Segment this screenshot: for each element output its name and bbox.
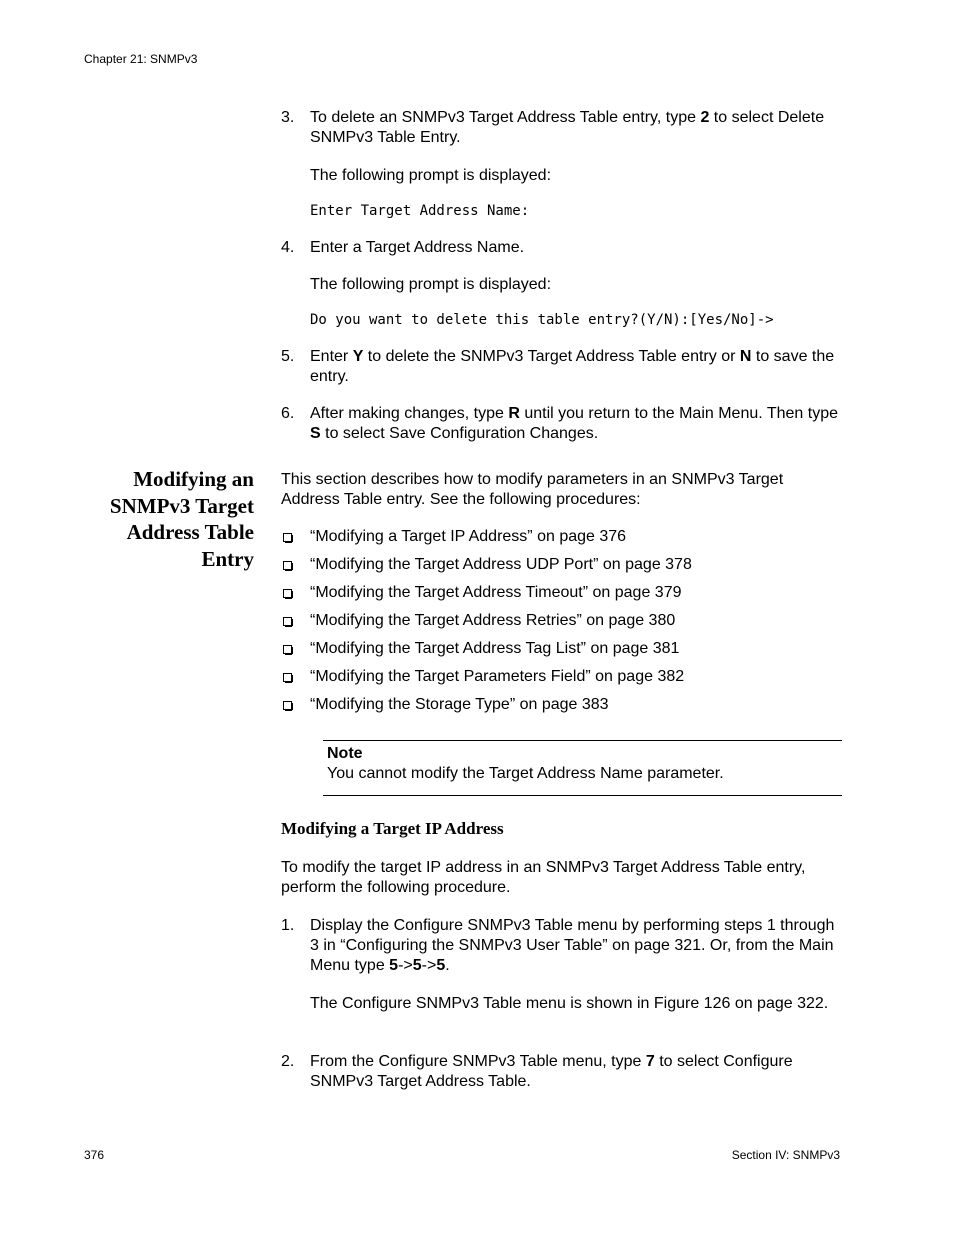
section-heading — [84, 466, 254, 572]
list-item[interactable]: “Modifying the Target Address Retries” on page 380 — [281, 611, 841, 639]
code-prompt: Do you want to delete this table entry?(Y/N):[Yes/No]-> — [310, 312, 774, 328]
section-footer: Section IV: SNMPv3 — [731, 1148, 840, 1162]
checkbox-bullet-icon — [283, 533, 292, 542]
subsection-intro: To modify the target IP address in an SNMPv3 Target Address Table entry, perform the following procedure. — [281, 859, 806, 896]
checkbox-bullet-icon — [283, 561, 292, 570]
list-item[interactable]: “Modifying the Storage Type” on page 383 — [281, 695, 841, 723]
step-text: From the Configure SNMPv3 Table menu, type 7 to select Configure SNMPv3 Target Address Table. — [310, 1053, 793, 1090]
step-text: Display the Configure SNMPv3 Table menu by performing steps 1 through 3 in “Configuring the SNMPv3 User Table” on page 321. Or, from the Main Menu type 5->5->5. — [310, 917, 835, 974]
step-text: Enter Y to delete the SNMPv3 Target Address Table entry or N to save the entry. — [310, 348, 835, 385]
subsection-heading: Modifying a Target IP Address — [281, 819, 504, 838]
heading-line: Entry — [201, 546, 254, 571]
note-title: Note — [327, 745, 363, 762]
list-item[interactable]: “Modifying the Target Parameters Field” on page 382 — [281, 667, 841, 695]
checkbox-bullet-icon — [283, 673, 292, 682]
prompt-label: The following prompt is displayed: — [310, 276, 552, 293]
heading-line: SNMPv3 Target — [109, 493, 254, 518]
page-number: 376 — [84, 1148, 105, 1162]
checkbox-bullet-icon — [283, 617, 292, 626]
note-box — [323, 740, 842, 796]
step-number: 2. — [281, 1053, 295, 1070]
list-item[interactable]: “Modifying the Target Address Tag List” on page 381 — [281, 639, 841, 667]
chapter-header: Chapter 21: SNMPv3 — [84, 52, 198, 66]
step-text: To delete an SNMPv3 Target Address Table entry, type 2 to select Delete SNMPv3 Table Entry. — [310, 109, 825, 146]
procedure-list — [281, 527, 841, 723]
list-item[interactable]: “Modifying a Target IP Address” on page 376 — [281, 527, 841, 555]
heading-line: Modifying an — [133, 467, 254, 491]
step-text: Enter a Target Address Name. — [310, 239, 525, 256]
heading-line: Address Table — [126, 520, 254, 544]
code-prompt: Enter Target Address Name: — [310, 203, 530, 219]
checkbox-bullet-icon — [283, 589, 292, 598]
menu-note: The Configure SNMPv3 Table menu is shown in Figure 126 on page 322. — [310, 995, 829, 1012]
step-number: 1. — [281, 917, 295, 934]
list-item[interactable]: “Modifying the Target Address UDP Port” on page 378 — [281, 555, 841, 583]
checkbox-bullet-icon — [283, 701, 292, 710]
step-number: 4. — [281, 239, 295, 256]
section-intro: This section describes how to modify parameters in an SNMPv3 Target Address Table entry. See the following procedures: — [281, 471, 784, 508]
checkbox-bullet-icon — [283, 645, 292, 654]
step-number: 3. — [281, 109, 295, 126]
prompt-label: The following prompt is displayed: — [310, 167, 552, 184]
step-number: 5. — [281, 348, 295, 365]
list-item[interactable]: “Modifying the Target Address Timeout” on page 379 — [281, 583, 841, 611]
step-text: After making changes, type R until you return to the Main Menu. Then type S to select Save Configuration Changes. — [310, 405, 838, 442]
note-text: You cannot modify the Target Address Name parameter. — [327, 765, 724, 782]
step-number: 6. — [281, 405, 295, 422]
